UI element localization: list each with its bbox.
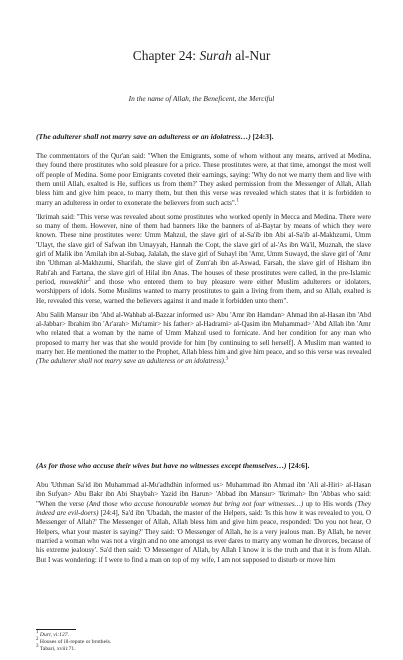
verse-quote: (As for those who accuse their wives but have no witnesses except themselves…): [36, 461, 287, 470]
verse-heading-24-6: [36, 461, 371, 470]
verse-ref: [24:6].: [286, 461, 310, 470]
footnote-text: Tabari, xviii:71.: [39, 646, 76, 652]
paragraph-text: .: [223, 357, 226, 366]
chapter-title-italic: Surah: [199, 48, 232, 63]
footnotes: [36, 632, 371, 653]
footnote-1: [36, 632, 371, 639]
footnote-text: Houses of ill-repute or brothels.: [39, 639, 112, 645]
paragraph-text: Abu Salih Mansur ibn 'Abd al-Wahhab al-Bazzar informed us> Abu 'Amr ibn Hamdan> Ahmad ibn al-Hasan ibn 'Abd al-Jabbar> Ibrahim ibn 'Ar'arah> Mu'tamir> his father> al-Hadrami> al-Qasim ibn Muhammad> 'Abd Allah ibn 'Amr who related that a woman by the name of Umm Mahzul used to fornicate. And her condition for any man who proposed to marry her was that she would provide for him [by continuing to sell herself]. A Muslim man wanted to marry her. He mentioned the matter to the Prophet, Allah bless him and give him peace, and so this verse was revealed: [36, 310, 371, 356]
footnote-number: 3: [36, 644, 39, 650]
verse-heading-24-3: [36, 132, 371, 141]
paragraph-text: The commentators of the Qur'an said: "When the Emigrants, some of whom without any means, arrived at Medina, they found there prostitutes who sold pleasure for a price. These prostitutes were, at that time, amongst the most well off people of Medina. Some poor Emigrants coveted their earnings, saying: 'Why do not we marry them and live with them until Allah, exalted is He, suffices us from them?' They asked permission from the Messenger of Allah, Allah bless him and give him peace, to marry them, but then this verse was revealed which states that it is forbidden to marry an adulteress in order to exonerate the believers from such acts".: [36, 152, 371, 207]
footnote-marker: 3: [225, 356, 229, 362]
chapter-title: [0, 48, 403, 64]
chapter-title-suffix: al-Nur: [231, 48, 271, 63]
section-2-body: [36, 481, 371, 570]
footnote-text: Durr, vi:127.: [39, 632, 69, 638]
paragraph-text: 'Ikrimah said: "This verse was revealed about some prostitutes who worked openly in Mecca and Medina. There were so many of them. However, nine of them had banners like the banners of al-Baytar by means of which they were known. These nine prostitutes were: Umm Mahzul, the slave girl of al-Sa'ib ibn Abi al-Sa'ib al-Makhzumi, Umm 'Ulayt, the slave girl of Safwan ibn Umayyah, Hannah the Copt, the slave girl of al-'As ibn Wa'il, Muznah, the slave girl of Malik ibn 'Amilah ibn al-Subaq, Jalalah, the slave girl of Suhayl ibn 'Amr, Umm Suwayd, the slave girl of 'Amr ibn 'Uthman al-Makhzumi, Sharifah, the slave girl of Zum'ah ibn al-Aswad, Farsah, the slave girl of Hisham ibn Rabi'ah and Fartana, the slave girl of Hilal ibn Anas. The houses of these prostitutes were called, in the pre-Islamic period,: [36, 212, 371, 286]
paragraph-italic: (They indeed are evil-doers): [36, 499, 372, 518]
paragraph-text: Abu 'Uthman Sa'id ibn Muhammad al-Mu'adhdhin informed us> Muhammad ibn Ahmad ibn 'Ali al-Hiri> al-Hasan ibn Sufyan> Abu Bakr ibn Abi Shaybah> Yazid ibn Harun> 'Abbad ibn Mansur> 'Ikrimah> Ibn 'Abbas who said: "When the verse: [36, 481, 371, 508]
footnote-marker: 2: [88, 277, 91, 283]
verse-ref: [24:3].: [250, 132, 274, 141]
paragraph-italic: (And those who accuse honourable women but bring not four witnesses…): [86, 499, 304, 508]
paragraph-text: and those who entered them to buy pleasure were either Muslim adulterers or idolaters, worshippers of idols. Some Muslims wanted to marry prostitutes to gain a living from them, and so Allah, exalted is He, revealed this verse, warned the believers against it and made it forbidden unto them".: [36, 277, 371, 305]
paragraph-abu-salih: [36, 311, 371, 367]
verse-quote: (The adulterer shall not marry save an adulteress or an idolatress…): [36, 132, 251, 141]
section-1-body: [36, 152, 371, 371]
footnote-number: 2: [36, 637, 39, 643]
paragraph-ikrimah: [36, 213, 371, 306]
paragraph-commentators: [36, 152, 371, 208]
paragraph-text: [24:4], Sa'd ibn 'Ubadah, the master of the Helpers, said: 'Is this how it was revealed to you, O Messenger of Allah?' The Messenger of Allah, Allah bless him and give him peace, responded: 'Do you not hear, O Helpers, what your master is saying?' They said: 'O Messenger of Allah, he is a very jealous man. By Allah, he never married a woman who was not a virgin and no one amongst us ever dares to marry any woman he divorces, because of his extreme jealousy'. Sa'd then said: 'O Messenger of Allah, by Allah I know it is the truth and that it is from Allah. But I was wondering: if I were to find a man on top of my wife, I am not supposed to disturb or move him: [36, 509, 371, 564]
footnote-divider: [36, 629, 76, 630]
footnote-number: 1: [36, 630, 39, 636]
footnote-marker: 1: [236, 198, 240, 204]
chapter-title-prefix: Chapter 24:: [132, 48, 200, 63]
paragraph-abu-uthman: [36, 481, 371, 565]
footnote-2: [36, 639, 371, 646]
basmala: In the name of Allah, the Beneficent, the Merciful: [128, 94, 275, 103]
paragraph-italic: muwakhir: [59, 277, 89, 286]
paragraph-text: up to His words: [303, 499, 355, 508]
paragraph-italic: (The adulterer shall not marry save an adulteress or an idolatress): [36, 357, 224, 366]
footnote-3: [36, 646, 371, 653]
